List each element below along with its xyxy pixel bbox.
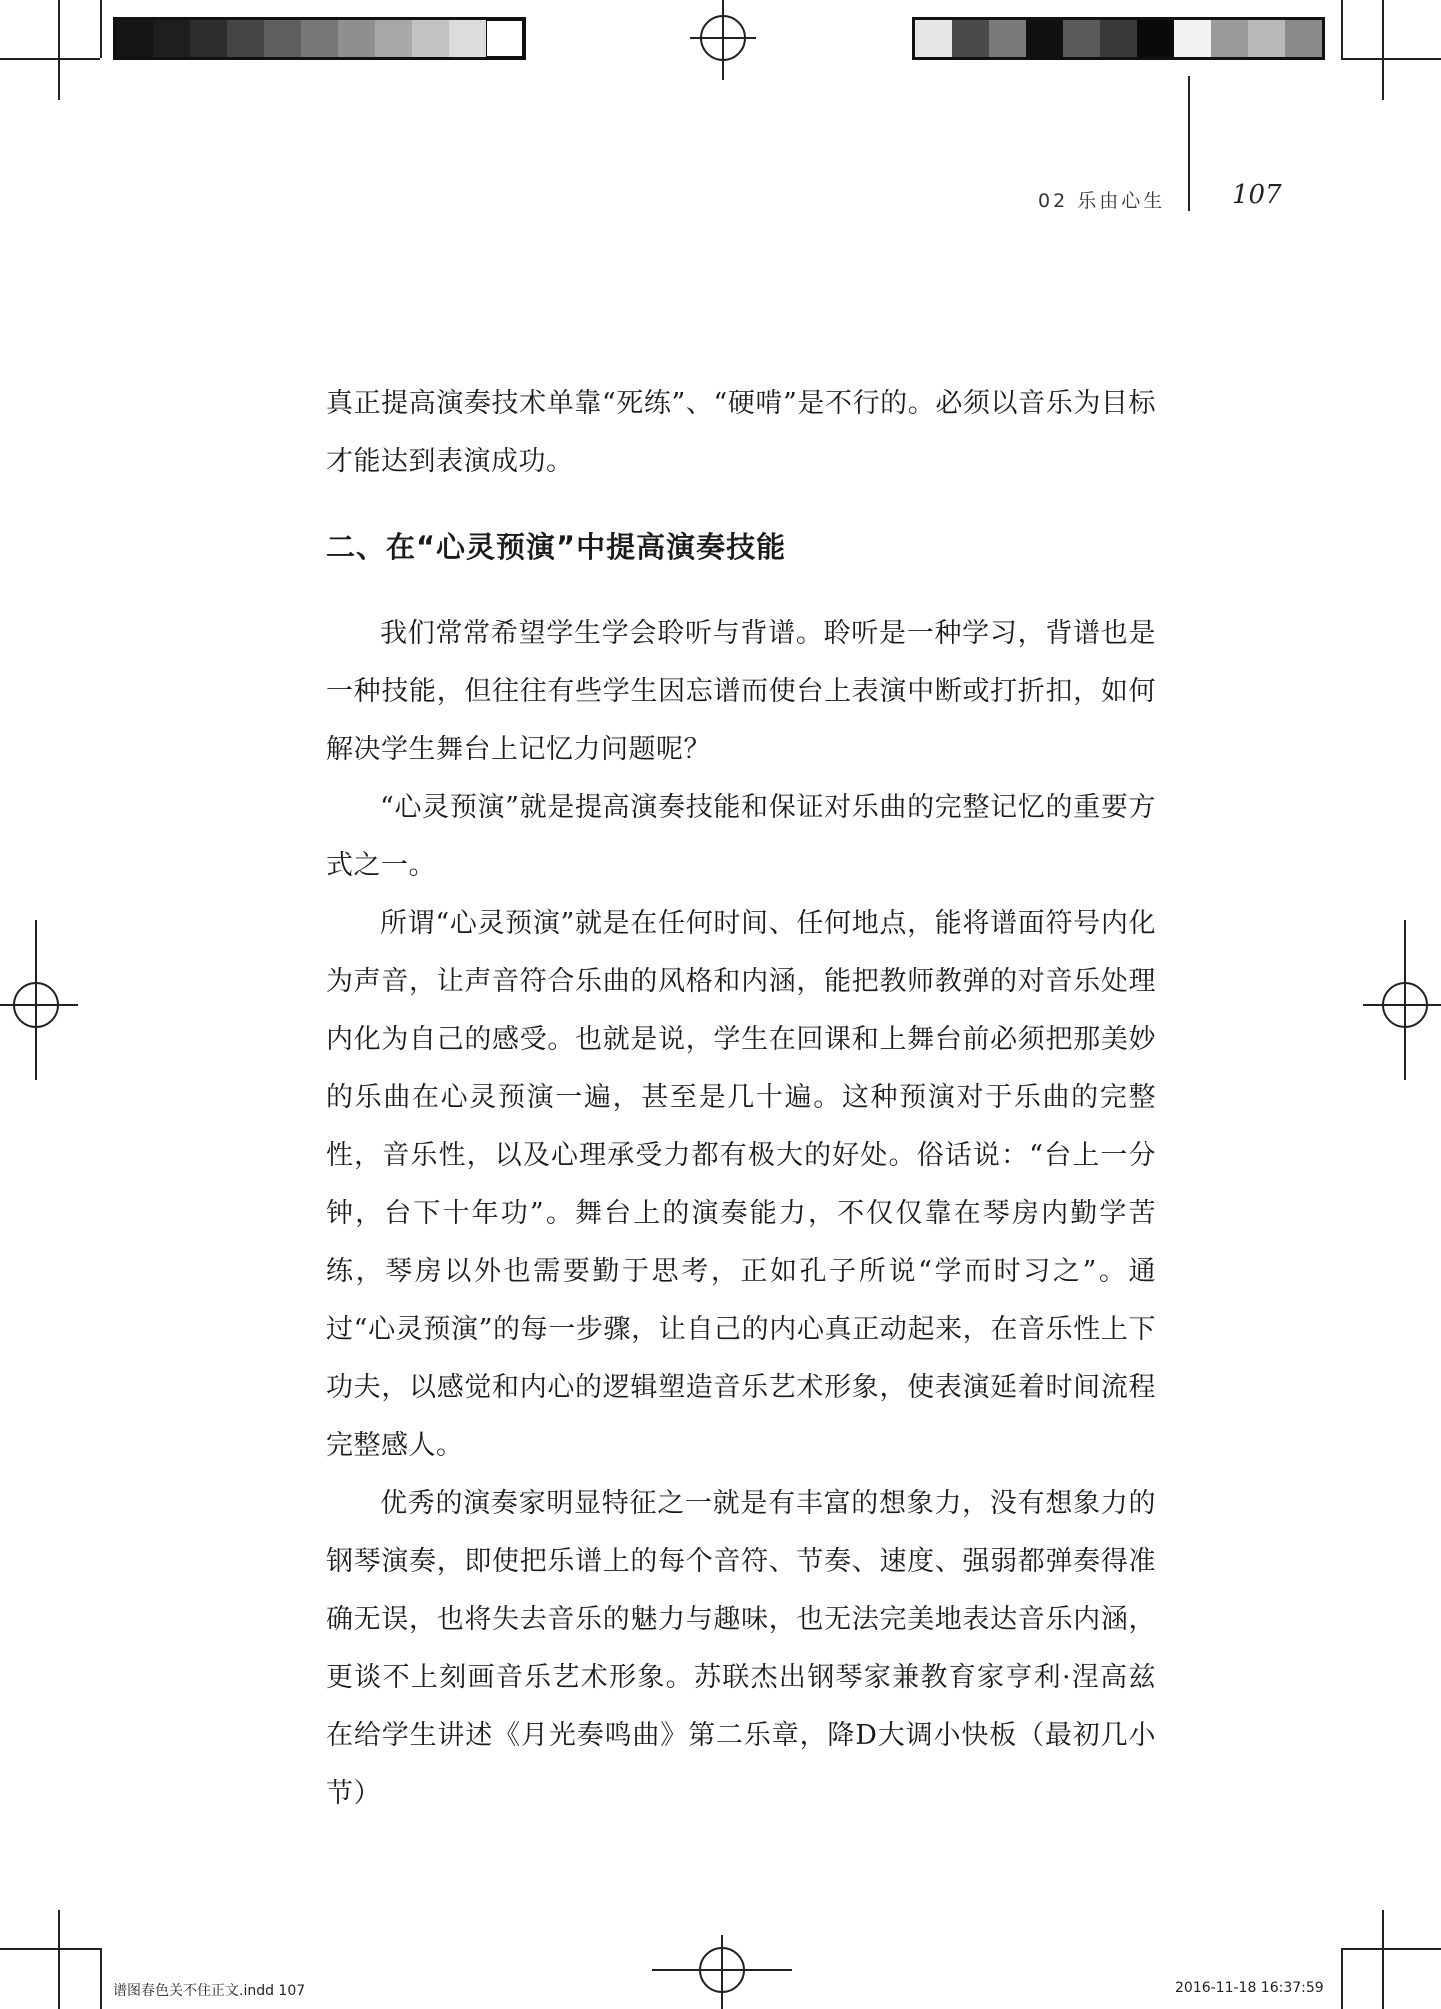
paragraph-text: 真正提高演奏技术单靠“死练”、“硬啃”是不行的。必须以音乐为目标才能达到表演成功。 (326, 388, 1156, 477)
crop-mark (1341, 1948, 1343, 2009)
color-swatch (449, 20, 486, 57)
color-swatch (486, 20, 523, 57)
registration-mark-right (1363, 920, 1441, 1080)
crop-mark (1382, 1910, 1384, 2009)
paragraph-text: “心灵预演”就是提高演奏技能和保证对乐曲的完整记忆的重要方式之一。 (326, 792, 1156, 881)
color-swatch (952, 20, 989, 57)
color-swatch (1248, 20, 1285, 57)
color-calibration-bar-right (912, 17, 1325, 60)
crop-mark (1341, 0, 1343, 58)
color-calibration-bar-left (113, 17, 526, 60)
slug-filename: 谱图春色关不住正文.indd 107 (113, 1983, 306, 1999)
registration-mark-bottom (652, 1935, 792, 2009)
color-swatch (301, 20, 338, 57)
color-swatch (153, 20, 190, 57)
crop-mark (1382, 0, 1384, 100)
registration-mark-top (690, 0, 756, 80)
color-swatch (1026, 20, 1063, 57)
paragraph-text: 优秀的演奏家明显特征之一就是有丰富的想象力，没有想象力的钢琴演奏，即使把乐谱上的每个音符、节奏、速度、强弱都弹奏得准确无误，也将失去音乐的魅力与趣味，也无法完美地表达音乐内涵，更谈不上刻画音乐艺术形象。苏联杰出钢琴家兼教育家亨利·涅高兹在给学生讲述《月光奏鸣曲》第二乐章，降D大调小快板（最初几小节） (326, 1488, 1156, 1809)
color-swatch (227, 20, 264, 57)
color-swatch (1137, 20, 1174, 57)
page-number: 107 (1232, 180, 1282, 210)
intro-paragraph (326, 375, 1156, 491)
color-swatch (989, 20, 1026, 57)
crop-mark (100, 0, 102, 58)
color-swatch (190, 20, 227, 57)
color-swatch (915, 20, 952, 57)
header-divider (1188, 76, 1190, 211)
slug-timestamp: 2016-11-18 16:37:59 (1175, 1980, 1324, 1996)
running-header-chapter: 02 乐由心生 (1038, 190, 1166, 212)
crop-mark (58, 1910, 60, 2009)
color-swatch (1100, 20, 1137, 57)
color-swatch (116, 20, 153, 57)
color-swatch (412, 20, 449, 57)
color-swatch (1285, 20, 1322, 57)
color-swatch (375, 20, 412, 57)
registration-mark-left (0, 920, 78, 1080)
crop-mark (100, 1948, 102, 2009)
color-swatch (338, 20, 375, 57)
crop-mark (58, 0, 60, 100)
body-text (326, 605, 1156, 1823)
crop-mark (1341, 58, 1441, 60)
color-swatch (264, 20, 301, 57)
paragraph-text: 我们常常希望学生学会聆听与背谱。聆听是一种学习，背谱也是一种技能，但往往有些学生因忘谱而使台上表演中断或打折扣，如何解决学生舞台上记忆力问题呢？ (326, 618, 1156, 765)
paragraph-text: 所谓“心灵预演”就是在任何时间、任何地点，能将谱面符号内化为声音，让声音符合乐曲的风格和内涵，能把教师教弹的对音乐处理内化为自己的感受。也就是说，学生在回课和上舞台前必须把那美妙的乐曲在心灵预演一遍，甚至是几十遍。这种预演对于乐曲的完整性，音乐性，以及心理承受力都有极大的好处。俗话说：“台上一分钟，台下十年功”。舞台上的演奏能力，不仅仅靠在琴房内勤学苦练，琴房以外也需要勤于思考，正如孔子所说“学而时习之”。通过“心灵预演”的每一步骤，让自己的内心真正动起来，在音乐性上下功夫，以感觉和内心的逻辑塑造音乐艺术形象，使表演延着时间流程完整感人。 (326, 908, 1156, 1461)
crop-mark (1341, 1948, 1441, 1950)
crop-mark (0, 1948, 100, 1950)
section-heading: 二、在“心灵预演”中提高演奏技能 (326, 530, 787, 564)
color-swatch (1174, 20, 1211, 57)
color-swatch (1063, 20, 1100, 57)
color-swatch (1211, 20, 1248, 57)
crop-mark (0, 58, 100, 60)
